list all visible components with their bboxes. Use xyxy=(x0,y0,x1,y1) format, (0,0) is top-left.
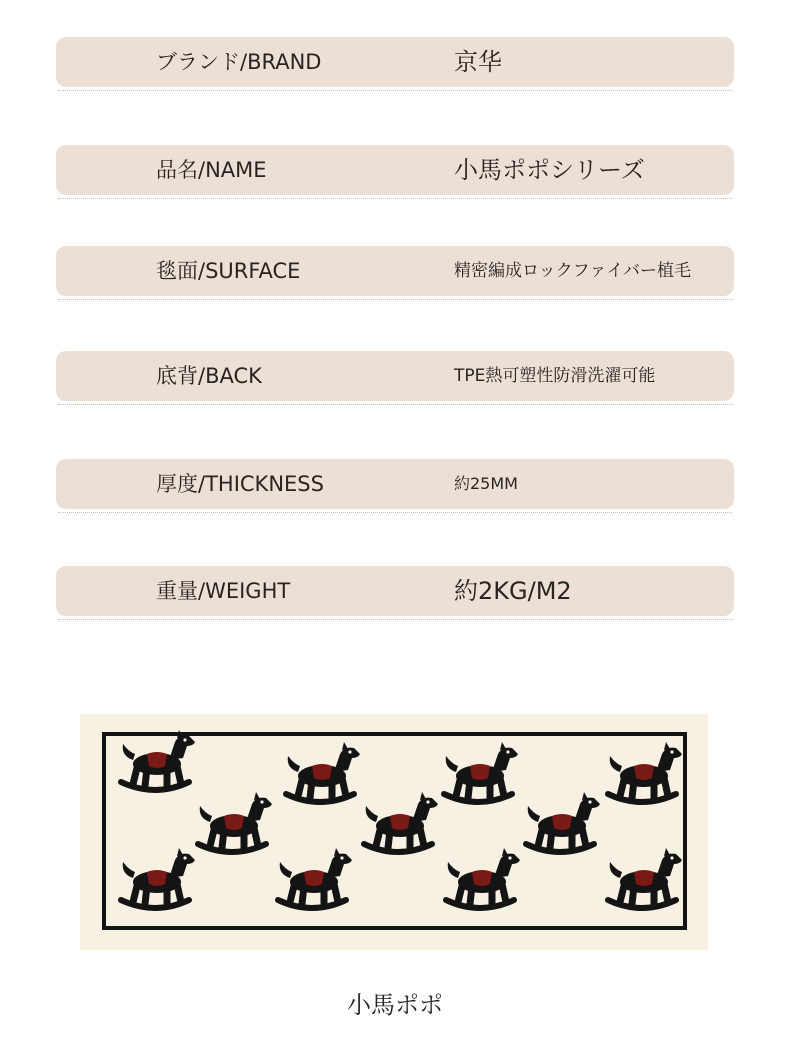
rocking-horse-icon xyxy=(121,730,195,790)
spec-row-back xyxy=(56,351,734,401)
spec-value: 精密編成ロックファイバー植毛 xyxy=(454,261,691,281)
rocking-horse-icon xyxy=(364,792,438,852)
spec-value: TPE熱可塑性防滑洗濯可能 xyxy=(454,366,656,386)
rocking-horse-icon xyxy=(198,792,272,852)
spec-value: 約2KG/M2 xyxy=(454,577,572,605)
spec-label: ブランド/BRAND xyxy=(156,50,322,74)
spec-label: 重量/WEIGHT xyxy=(156,579,291,603)
spec-label: 毯面/SURFACE xyxy=(156,259,301,283)
rocking-horse-pattern xyxy=(80,714,708,950)
rocking-horse-icon xyxy=(526,792,600,852)
rocking-horse-icon xyxy=(121,848,195,908)
spec-value: 小馬ポポシリーズ xyxy=(454,156,645,184)
rocking-horse-icon xyxy=(278,848,352,908)
spec-row-name xyxy=(56,145,734,195)
product-image xyxy=(80,714,708,950)
spec-label: 厚度/THICKNESS xyxy=(156,472,324,496)
spec-label: 品名/NAME xyxy=(156,158,267,182)
spec-row-weight xyxy=(56,566,734,616)
rocking-horse-icon xyxy=(446,848,520,908)
spec-row-thickness xyxy=(56,459,734,509)
rocking-horse-icon xyxy=(444,742,518,802)
rocking-horse-icon xyxy=(608,742,682,802)
product-caption: 小馬ポポ xyxy=(347,991,443,1019)
spec-value: 約25MM xyxy=(454,474,518,493)
spec-row-surface xyxy=(56,246,734,296)
rocking-horse-icon xyxy=(286,742,360,802)
spec-label: 底背/BACK xyxy=(156,364,262,388)
spec-row-brand xyxy=(56,37,734,87)
rocking-horse-icon xyxy=(608,848,682,908)
spec-value: 京华 xyxy=(454,48,502,76)
